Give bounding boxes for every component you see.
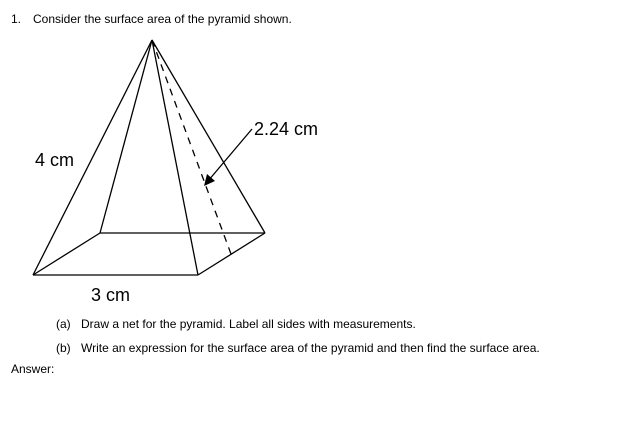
part-a-text: Draw a net for the pyramid. Label all sides with measurements. — [81, 317, 416, 331]
lateral-edge-label: 4 cm — [35, 150, 75, 170]
part-a-letter: (a) — [56, 317, 71, 331]
part-b-text: Write an expression for the surface area of the pyramid and then find the surface area. — [81, 341, 540, 355]
question-number: 1. — [11, 12, 22, 26]
slant-height-label: 2.24 cm — [254, 119, 319, 139]
part-b — [56, 341, 540, 355]
slant-height-arrowhead — [204, 174, 215, 186]
lateral-edge-front — [152, 40, 198, 275]
lateral-edge-right — [152, 40, 265, 233]
question-prompt: Consider the surface area of the pyramid shown. — [33, 12, 292, 26]
base-edge-label: 3 cm — [91, 285, 131, 305]
slant-height-dashed — [152, 40, 231, 254]
part-a — [56, 317, 416, 331]
hidden-lateral-edge — [100, 40, 152, 233]
part-b-letter: (b) — [56, 341, 71, 355]
answer-label: Answer: — [11, 362, 55, 376]
base-edge-right — [198, 233, 265, 275]
